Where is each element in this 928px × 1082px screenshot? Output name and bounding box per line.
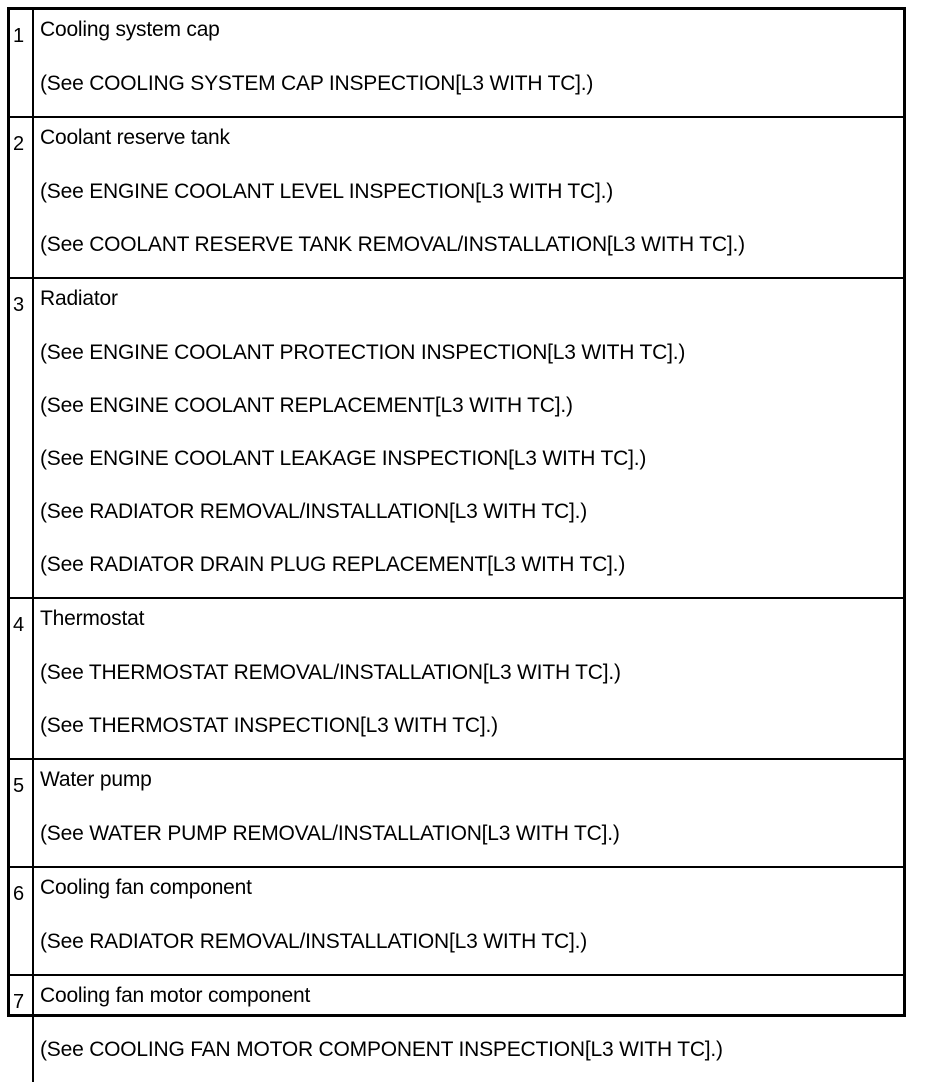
reference-link[interactable]: (See ENGINE COOLANT REPLACEMENT[L3 WITH TC].) [40,394,573,417]
reference-link[interactable]: (See WATER PUMP REMOVAL/INSTALLATION[L3 WITH TC].) [40,822,620,845]
row-number: 1 [10,10,34,116]
table-row [10,597,903,758]
table-row [10,974,903,1082]
component-name: Cooling system cap [40,18,220,41]
reference-link[interactable]: (See ENGINE COOLANT LEVEL INSPECTION[L3 WITH TC].) [40,180,614,203]
row-body [34,118,903,277]
row-body [34,279,903,597]
reference-link[interactable]: (See RADIATOR REMOVAL/INSTALLATION[L3 WITH TC].) [40,930,588,953]
reference-link[interactable]: (See RADIATOR REMOVAL/INSTALLATION[L3 WITH TC].) [40,500,588,523]
reference-link[interactable]: (See ENGINE COOLANT PROTECTION INSPECTION[L3 WITH TC].) [40,341,686,364]
table-row [10,758,903,866]
component-name: Cooling fan component [40,876,252,899]
table-row [10,116,903,277]
reference-link[interactable]: (See RADIATOR DRAIN PLUG REPLACEMENT[L3 WITH TC].) [40,553,626,576]
reference-link[interactable]: (See THERMOSTAT REMOVAL/INSTALLATION[L3 WITH TC].) [40,661,621,684]
row-number: 4 [10,599,34,758]
reference-link[interactable]: (See THERMOSTAT INSPECTION[L3 WITH TC].) [40,714,498,737]
row-body [34,10,903,116]
component-name: Radiator [40,287,118,310]
reference-link[interactable]: (See ENGINE COOLANT LEAKAGE INSPECTION[L3 WITH TC].) [40,447,647,470]
table-row [10,866,903,974]
component-legend-table [7,7,906,1061]
row-number: 2 [10,118,34,277]
row-number: 3 [10,279,34,597]
component-name: Coolant reserve tank [40,126,230,149]
table-row [10,10,903,116]
row-body [34,599,903,758]
reference-link[interactable]: (See COOLING FAN MOTOR COMPONENT INSPECTION[L3 WITH TC].) [40,1038,723,1061]
row-body [34,760,903,866]
component-name: Cooling fan motor component [40,984,311,1007]
row-number: 7 [10,976,34,1082]
row-number: 5 [10,760,34,866]
component-name: Water pump [40,768,152,791]
row-body [34,868,903,974]
reference-link[interactable]: (See COOLING SYSTEM CAP INSPECTION[L3 WITH TC].) [40,72,594,95]
component-name: Thermostat [40,607,145,630]
reference-link[interactable]: (See COOLANT RESERVE TANK REMOVAL/INSTALLATION[L3 WITH TC].) [40,233,745,256]
table-row [10,277,903,597]
row-number: 6 [10,868,34,974]
row-body [34,976,903,1082]
